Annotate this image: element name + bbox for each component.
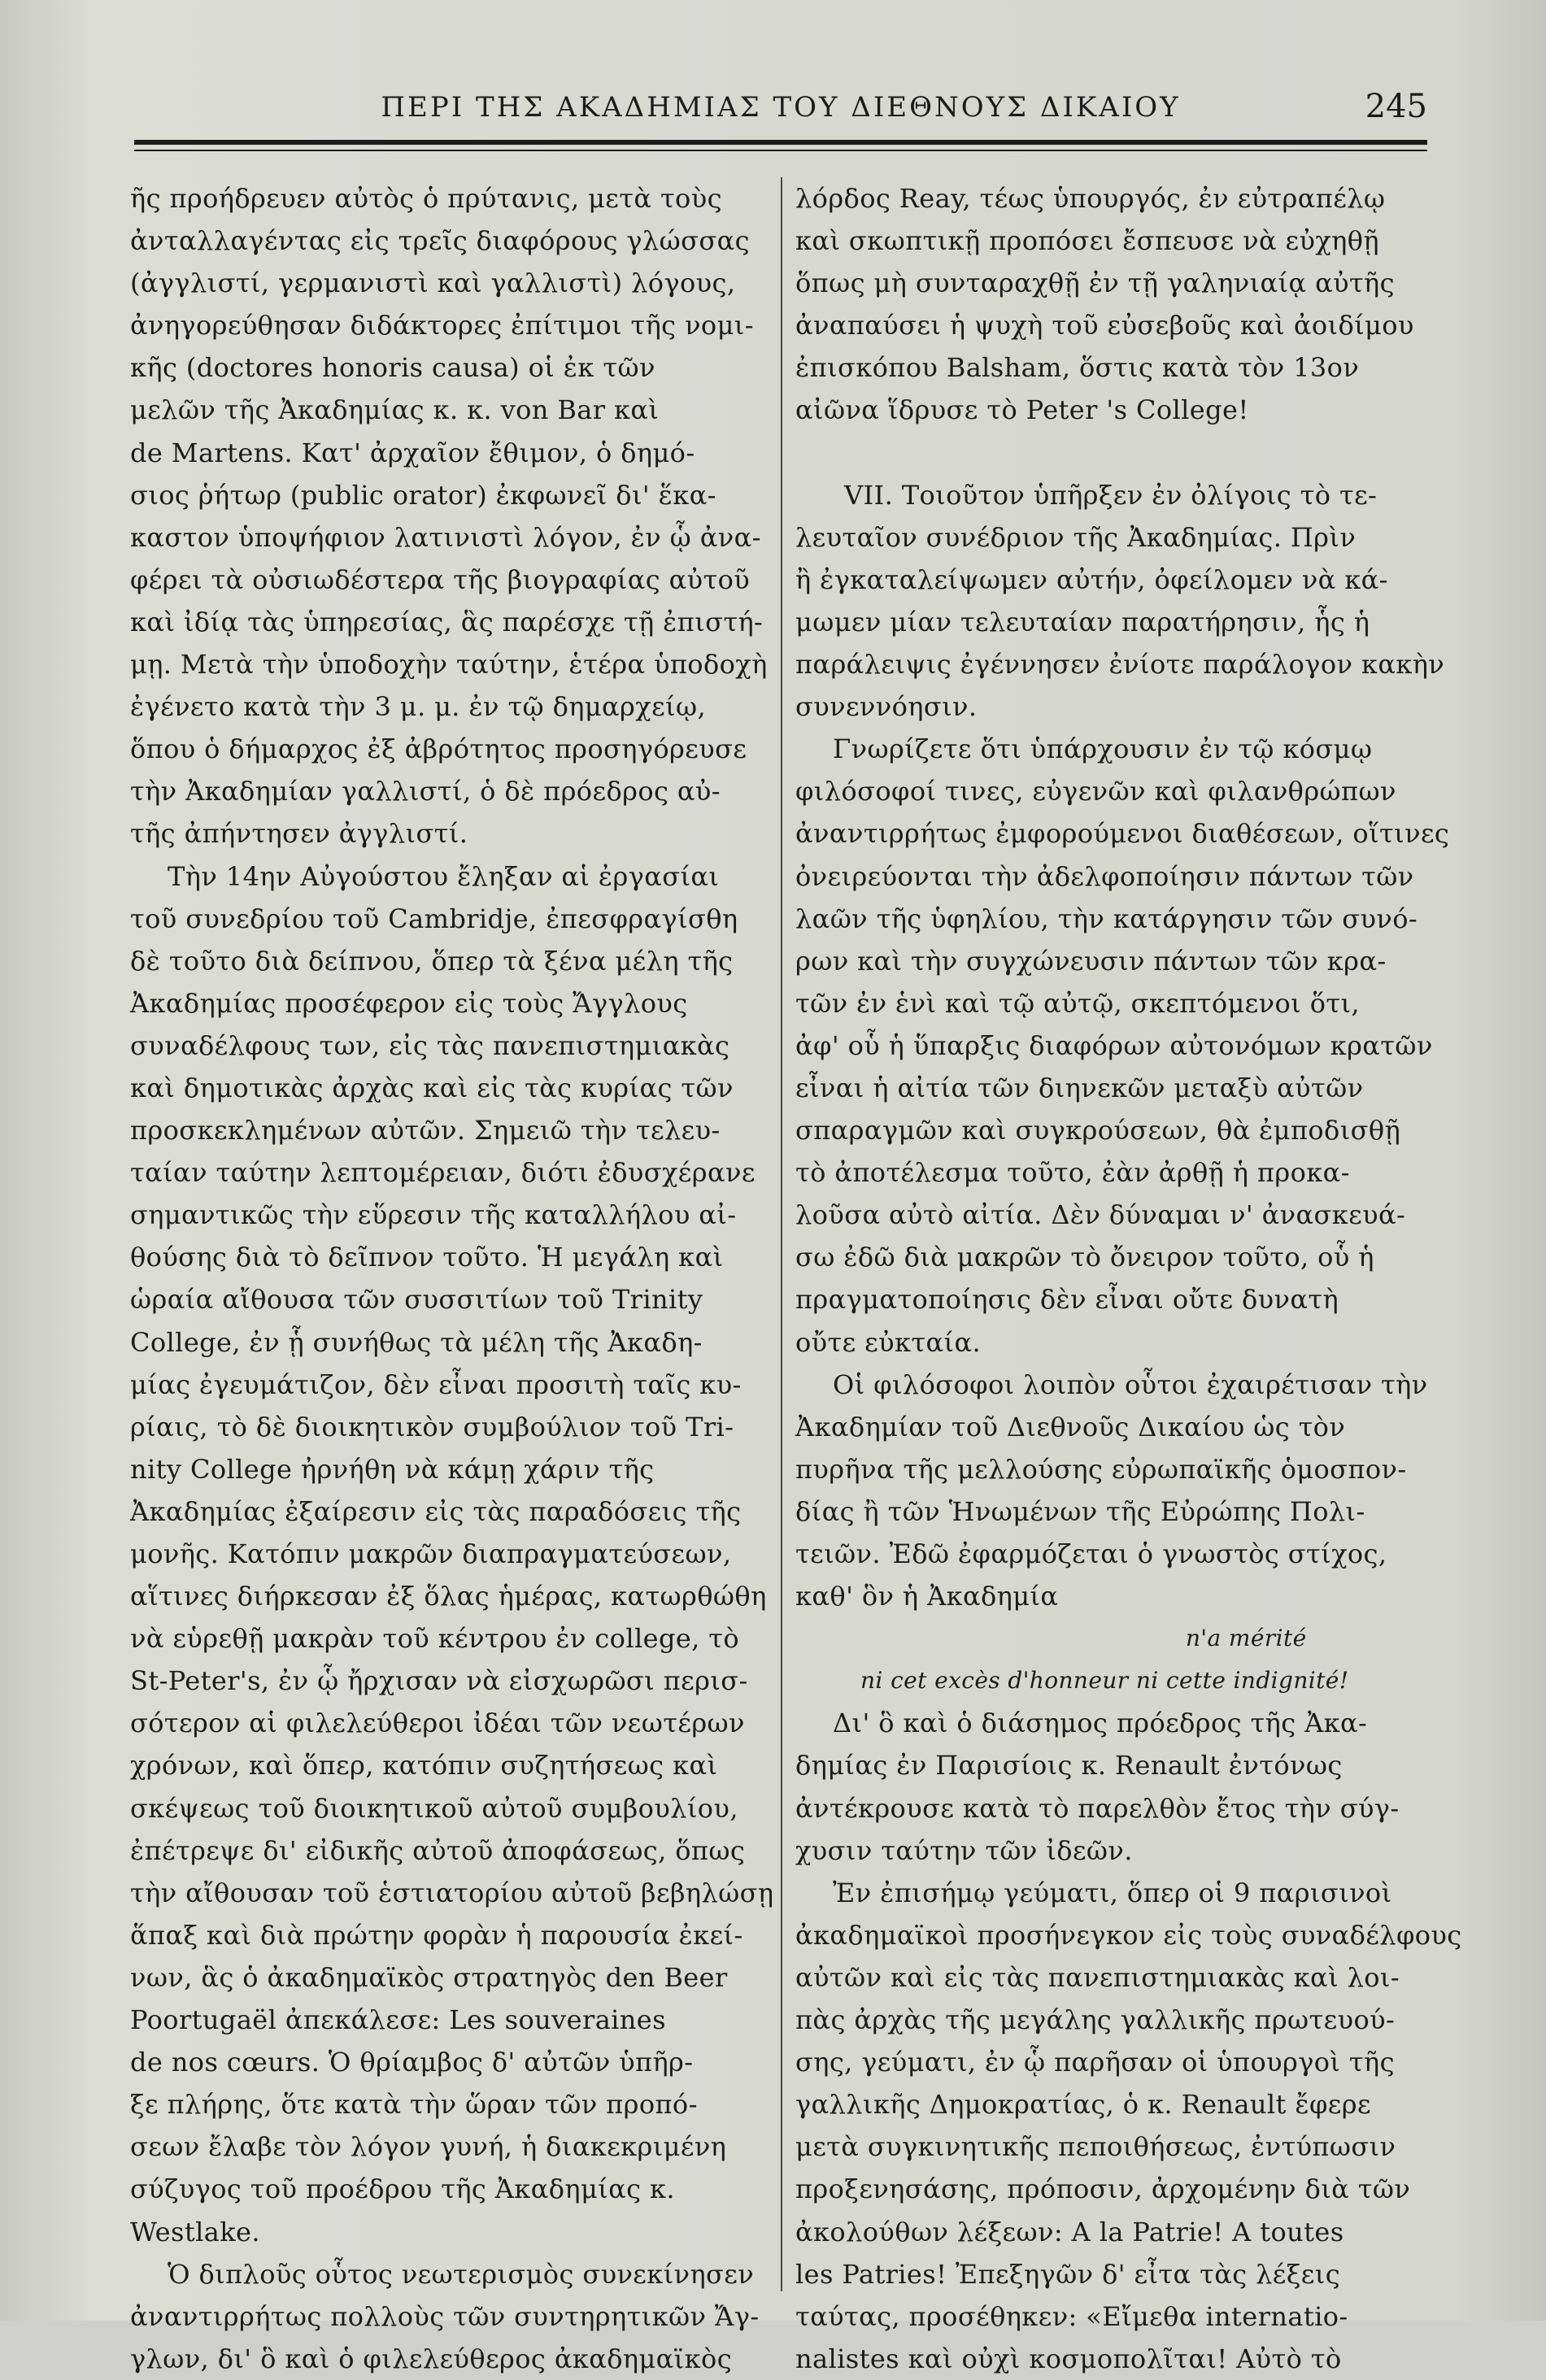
left-column-line: ῆς προήδρευεν αὐτὸς ὁ πρύτανις, μετὰ τοὺς xyxy=(130,183,722,214)
left-column-line: σεων ἔλαβε τὸν λόγον γυνή, ἡ διακεκριμένη xyxy=(130,2131,727,2163)
right-column-line: ρων καὶ τὴν συγχώνευσιν πάντων τῶν κρα- xyxy=(795,945,1387,977)
right-column-line: ὀνειρεύονται τὴν ἀδελφοποίησιν πάντων τῶν xyxy=(795,860,1414,892)
right-column-line: VII. Τοιοῦτον ὑπῆρξεν ἐν ὀλίγοις τὸ τε- xyxy=(844,479,1378,511)
column-divider xyxy=(781,177,782,2291)
right-column-line: προξενησάσης, πρόποσιν, ἀρχομένην διὰ τῶν xyxy=(795,2173,1411,2205)
right-column-line: τειῶν. Ἐδῶ ἐφαρμόζεται ὁ γνωστὸς στίχος, xyxy=(795,1538,1387,1569)
left-column-line: Westlake. xyxy=(130,2216,260,2247)
left-column-line: Τὴν 14ην Αὐγούστου ἔληξαν αἱ ἐργασίαι xyxy=(168,860,720,892)
left-column-line: nity College ἠρνήθη νὰ κάμῃ χάριν τῆς xyxy=(130,1453,655,1485)
left-column-line: ὅπου ὁ δήμαρχος ἐξ ἀβρότητος προσηγόρευσε xyxy=(130,733,747,765)
left-column-line: Poortugaël ἀπεκάλεσε: Les souveraines xyxy=(130,2004,666,2036)
left-column-line: σότερον αἱ φιλελεύθεροι ἰδέαι τῶν νεωτέρων xyxy=(130,1708,745,1739)
left-column-line: σύζυγος τοῦ προέδρου τῆς Ἀκαδημίας κ. xyxy=(130,2173,675,2205)
right-column-line: τὸ ἀποτέλεσμα τοῦτο, ἐὰν ἀρθῇ ἡ προκα- xyxy=(795,1157,1350,1189)
left-column xyxy=(130,177,774,2374)
left-column-line: ἀναντιρρήτως πολλοὺς τῶν συντηρητικῶν Ἄγ- xyxy=(130,2300,760,2332)
right-column-line: Ἀκαδημίαν τοῦ Διεθνοῦς Δικαίου ὡς τὸν xyxy=(795,1411,1346,1442)
left-column-line: χρόνων, καὶ ὅπερ, κατόπιν συζητήσεως καὶ xyxy=(130,1750,718,1782)
left-column-line: ξε πλήρης, ὅτε κατὰ τὴν ὥραν τῶν προπό- xyxy=(130,2089,698,2121)
left-column-line: νων, ἃς ὁ ἀκαδημαϊκὸς στρατηγὸς den Beer xyxy=(130,1961,728,1993)
left-column-line: καὶ ἰδίᾳ τὰς ὑπηρεσίας, ἃς παρέσχε τῇ ἐπιστή- xyxy=(130,606,764,637)
right-column-line: ἀφ' οὗ ἡ ὕπαρξις διαφόρων αὐτονόμων κρατῶν xyxy=(795,1029,1433,1061)
right-column-line: συνεννόησιν. xyxy=(795,691,978,723)
right-column-line: σης, γεύματι, ἐν ᾧ παρῆσαν οἱ ὑπουργοὶ τῆς xyxy=(795,2047,1395,2078)
right-column-line: αἰῶνα ἵδρυσε τὸ Peter 's College! xyxy=(795,394,1249,426)
right-column-line: Δι' ὃ καὶ ὁ διάσημος πρόεδρος τῆς Ἀκα- xyxy=(833,1708,1368,1739)
left-column-line: τὴν Ἀκαδημίαν γαλλιστί, ὁ δὲ πρόεδρος αὐ- xyxy=(130,776,721,807)
right-column-line: ni cet excès d'honneur ni cette indignité! xyxy=(860,1667,1349,1695)
right-column-line: n'a mérité xyxy=(1186,1625,1307,1652)
left-column-line: σιος ῥήτωρ (public orator) ἐκφωνεῖ δι' ἕκα- xyxy=(130,479,716,511)
left-column-line: ταίαν ταύτην λεπτομέρειαν, διότι ἐδυσχέρανε xyxy=(130,1157,756,1189)
right-column-line: πυρῆνα τῆς μελλούσης εὐρωπαϊκῆς ὁμοσπον- xyxy=(795,1453,1407,1485)
right-column-line: φιλόσοφοί τινες, εὐγενῶν καὶ φιλανθρώπων xyxy=(795,776,1396,807)
left-column-line: κῆς (doctores honoris causa) οἱ ἐκ τῶν xyxy=(130,352,655,384)
left-column-line: φέρει τὰ οὐσιωδέστερα τῆς βιογραφίας αὐτοῦ xyxy=(130,563,751,595)
right-column-line: λοῦσα αὐτὸ αἰτία. Δὲν δύναμαι ν' ἀνασκευά- xyxy=(795,1199,1406,1231)
right-column-line: αὐτῶν καὶ εἰς τὰς πανεπιστημιακὰς καὶ λοι- xyxy=(795,1961,1400,1993)
right-column-line: εἶναι ἡ αἰτία τῶν διηνεκῶν μεταξὺ αὐτῶν xyxy=(795,1072,1364,1103)
header-rule-thin xyxy=(134,150,1427,151)
right-column-line: ἀντέκρουσε κατὰ τὸ παρελθὸν ἔτος τὴν σύγ- xyxy=(795,1792,1400,1824)
left-column-line: μῃ. Μετὰ τὴν ὑποδοχὴν ταύτην, ἑτέρα ὑποδοχὴ xyxy=(130,649,768,681)
right-column-line: δίας ἢ τῶν Ἡνωμένων τῆς Εὐρώπης Πολι- xyxy=(795,1495,1365,1527)
page-number: 245 xyxy=(1365,88,1427,125)
left-column-line: θούσης διὰ τὸ δεῖπνον τοῦτο. Ἡ μεγάλη καὶ xyxy=(130,1242,724,1273)
left-column-line: σημαντικῶς τὴν εὕρεσιν τῆς καταλλήλου αἰ- xyxy=(130,1199,737,1231)
right-column-line: λαῶν τῆς ὑφηλίου, τὴν κατάργησιν τῶν συνό- xyxy=(795,903,1418,934)
left-column-line: αἵτινες διήρκεσαν ἐξ ὅλας ἡμέρας, κατωρθώθη xyxy=(130,1581,767,1612)
left-column-line: γλων, δι' ὃ καὶ ὁ φιλελεύθερος ἀκαδημαϊκὸς xyxy=(130,2343,733,2374)
left-column-line: συναδέλφους των, εἰς τὰς πανεπιστημιακὰς xyxy=(130,1029,730,1061)
left-column-line: de nos cœurs. Ὁ θρίαμβος δ' αὐτῶν ὑπῆρ- xyxy=(130,2047,694,2078)
right-column-line: ἀναντιρρήτως ἐμφορούμενοι διαθέσεων, οἵτινες xyxy=(795,818,1450,850)
right-column-line: τῶν ἐν ἑνὶ καὶ τῷ αὐτῷ, σκεπτόμενοι ὅτι, xyxy=(795,987,1360,1019)
right-column-line: δημίας ἐν Παρισίοις κ. Renault ἐντόνως xyxy=(795,1750,1343,1782)
left-column-line: μελῶν τῆς Ἀκαδημίας κ. κ. von Bar καὶ xyxy=(130,394,660,426)
right-column-line: παράλειψις ἐγέννησεν ἐνίοτε παράλογον κακὴν xyxy=(795,649,1445,681)
right-column-line: nalistes καὶ οὐχὶ κοσμοπολῖται! Αὐτὸ τὸ xyxy=(795,2343,1342,2374)
left-column-line: καὶ δημοτικὰς ἀρχὰς καὶ εἰς τὰς κυρίας τῶν xyxy=(130,1072,734,1103)
right-column-line: Ἐν ἐπισήμῳ γεύματι, ὅπερ οἱ 9 παρισινοὶ xyxy=(833,1877,1392,1908)
left-column-line: τοῦ συνεδρίου τοῦ Cambridje, ἐπεσφραγίσθη xyxy=(130,903,738,934)
left-column-line: (ἀγγλιστί, γερμανιστὶ καὶ γαλλιστὶ) λόγους, xyxy=(130,268,736,299)
right-column-line: καὶ σκωπτικῇ προπόσει ἔσπευσε νὰ εὐχηθῇ xyxy=(795,225,1379,257)
left-column-line: τῆς ἀπήντησεν ἀγγλιστί. xyxy=(130,818,468,850)
right-column-line: ταύτας, προσέθηκεν: «Εἴμεθα internatio- xyxy=(795,2300,1348,2332)
right-column-line: ἢ ἐγκαταλείψωμεν αὐτήν, ὀφείλομεν νὰ κά- xyxy=(795,563,1388,595)
right-column-line: ἐπισκόπου Balsham, ὅστις κατὰ τὸν 13ον xyxy=(795,352,1360,384)
left-column-line: Ἀκαδημίας προσέφερον εἰς τοὺς Ἄγγλους xyxy=(130,987,688,1019)
left-column-line: ἐγένετο κατὰ τὴν 3 μ. μ. ἐν τῷ δημαρχείῳ, xyxy=(130,691,707,723)
right-column-line: ὅπως μὴ συνταραχθῇ ἐν τῇ γαληνιαίᾳ αὐτῆς xyxy=(795,268,1395,299)
running-header xyxy=(134,85,1427,133)
right-column-line: πὰς ἀρχὰς τῆς μεγάλης γαλλικῆς πρωτευού- xyxy=(795,2004,1396,2036)
left-column-line: ἅπαξ καὶ διὰ πρώτην φορὰν ἡ παρουσία ἐκεί- xyxy=(130,1919,743,1951)
right-column-line xyxy=(795,432,1438,474)
right-column-line: ἀκολούθων λέξεων: A la Patrie! A toutes xyxy=(795,2216,1344,2247)
left-column-line: δὲ τοῦτο διὰ δείπνου, ὅπερ τὰ ξένα μέλη τῆς xyxy=(130,945,734,977)
left-column-line: μονῆς. Κατόπιν μακρῶν διαπραγματεύσεων, xyxy=(130,1538,732,1569)
right-column-line: χυσιν ταύτην τῶν ἰδεῶν. xyxy=(795,1834,1133,1866)
header-rule-thick xyxy=(134,140,1427,145)
right-column-line: σω ἐδῶ διὰ μακρῶν τὸ ὄνειρον τοῦτο, οὗ ἡ xyxy=(795,1242,1374,1273)
left-column-line: ρίαις, τὸ δὲ διοικητικὸν συμβούλιον τοῦ Tri- xyxy=(130,1411,734,1442)
right-column xyxy=(795,177,1462,2374)
left-column-line: ἀνταλλαγέντας εἰς τρεῖς διαφόρους γλώσσας xyxy=(130,225,750,257)
left-column-line: νὰ εὑρεθῇ μακρὰν τοῦ κέντρου ἐν college, τὸ xyxy=(130,1623,740,1655)
left-column-line: ἐπέτρεψε δι' εἰδικῆς αὐτοῦ ἀποφάσεως, ὅπως xyxy=(130,1834,746,1866)
right-column-line: Γνωρίζετε ὅτι ὑπάρχουσιν ἐν τῷ κόσμῳ xyxy=(833,733,1373,765)
right-column-line: μωμεν μίαν τελευταίαν παρατήρησιν, ἧς ἡ xyxy=(795,606,1370,637)
left-column-line: de Martens. Κατ' ἀρχαῖον ἔθιμον, ὁ δημό- xyxy=(130,437,695,468)
left-column-line: ὡραία αἴθουσα τῶν συσσιτίων τοῦ Trinity xyxy=(130,1284,703,1316)
right-column-line: λόρδος Reay, τέως ὑπουργός, ἐν εὐτραπέλῳ xyxy=(795,183,1386,214)
right-column-line: πραγματοποίησις δὲν εἶναι οὔτε δυνατὴ xyxy=(795,1284,1339,1316)
left-column-line: μίας ἐγευμάτιζον, δὲν εἶναι προσιτὴ ταῖς κυ- xyxy=(130,1368,742,1400)
running-title: ΠΕΡΙ ΤΗΣ ΑΚΑΔΗΜΙΑΣ ΤΟΥ ΔΙΕΘΝΟΥΣ ΔΙΚΑΙΟΥ xyxy=(381,91,1181,124)
left-column-line: College, ἐν ᾗ συνήθως τὰ μέλη τῆς Ἀκαδη- xyxy=(130,1326,703,1358)
left-column-line: τὴν αἴθουσαν τοῦ ἑστιατορίου αὐτοῦ βεβηλώσῃ xyxy=(130,1877,774,1908)
left-column-line: προσκεκλημένων αὐτῶν. Σημειῶ τὴν τελευ- xyxy=(130,1115,721,1146)
right-column-line: Οἱ φιλόσοφοι λοιπὸν οὗτοι ἐχαιρέτισαν τὴν xyxy=(833,1368,1428,1400)
right-column-line: μετὰ συγκινητικῆς πεποιθήσεως, ἐντύπωσιν xyxy=(795,2131,1396,2163)
right-column-line: ἀκαδημαϊκοὶ προσήνεγκον εἰς τοὺς συναδέλφους xyxy=(795,1919,1462,1951)
right-column-line: les Patries! Ἐπεξηγῶν δ' εἶτα τὰς λέξεις xyxy=(795,2258,1341,2290)
left-column-line: καστον ὑποψήφιον λατινιστὶ λόγον, ἐν ᾧ ἀνα- xyxy=(130,521,761,553)
left-column-line: Ὁ διπλοῦς οὗτος νεωτερισμὸς συνεκίνησεν xyxy=(168,2258,755,2290)
right-column-line: σπαραγμῶν καὶ συγκρούσεων, θὰ ἐμποδισθῇ xyxy=(795,1115,1401,1146)
right-column-line: οὔτε εὐκταία. xyxy=(795,1326,982,1358)
right-column-line: καθ' ὃν ἡ Ἀκαδημία xyxy=(795,1581,1059,1612)
right-column-line: γαλλικῆς Δημοκρατίας, ὁ κ. Renault ἔφερε xyxy=(795,2089,1371,2121)
right-column-line: ἀναπαύσει ἡ ψυχὴ τοῦ εὐσεβοῦς καὶ ἀοιδίμου xyxy=(795,310,1414,342)
left-column-line: σκέψεως τοῦ διοικητικοῦ αὐτοῦ συμβουλίου, xyxy=(130,1792,738,1824)
left-column-line: St-Peter's, ἐν ᾧ ἤρχισαν νὰ εἰσχωρῶσι περισ- xyxy=(130,1665,748,1697)
right-column-line: λευταῖον συνέδριον τῆς Ἀκαδημίας. Πρὶν xyxy=(795,521,1357,553)
left-column-line: ἀνηγορεύθησαν διδάκτορες ἐπίτιμοι τῆς νομι- xyxy=(130,310,754,342)
left-column-line: Ἀκαδημίας ἐξαίρεσιν εἰς τὰς παραδόσεις τῆς xyxy=(130,1495,742,1527)
